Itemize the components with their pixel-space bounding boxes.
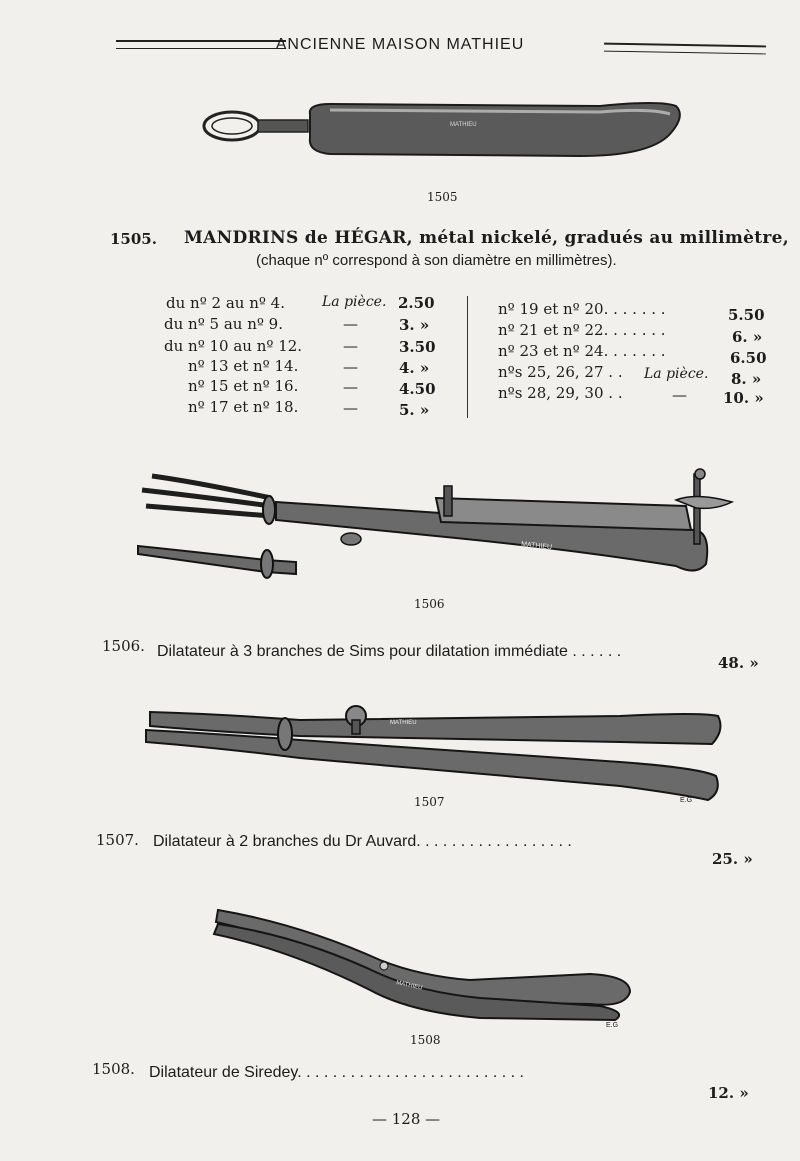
item-price-1506: 48. » xyxy=(718,654,759,672)
table-left-unit: — xyxy=(343,358,358,376)
table-right-price: 6.50 xyxy=(730,349,767,367)
figure-caption-1507: 1507 xyxy=(414,795,445,809)
siredey-dilator-illustration xyxy=(210,904,640,1024)
table-right-price: 10. » xyxy=(723,389,764,407)
table-right-range: nº 19 et nº 20. . . . . . . xyxy=(498,300,666,318)
table-left-range: du nº 5 au nº 9. xyxy=(164,315,283,333)
figure-caption-1505: 1505 xyxy=(427,190,458,204)
table-right-range: nºs 25, 26, 27 . . xyxy=(498,363,623,381)
table-right-range: nº 21 et nº 22. . . . . . . xyxy=(498,321,666,339)
hegar-dilator-illustration xyxy=(200,94,690,164)
item-description-1508: Dilatateur de Siredey. . . . . . . . . . . . . . . . . . . . . . . . . . xyxy=(149,1064,524,1081)
table-left-price: 4.50 xyxy=(399,380,436,398)
table-left-range: du nº 10 au nº 12. xyxy=(164,337,303,355)
engraving-mathieu-1507: MATHIEU xyxy=(390,720,417,726)
table-left-range: du nº 2 au nº 4. xyxy=(166,294,285,312)
table-right-unit: La pièce. xyxy=(644,366,709,382)
table-left-range: nº 17 et nº 18. xyxy=(188,398,299,416)
table-left-range: nº 15 et nº 16. xyxy=(188,377,299,395)
figure-caption-1506: 1506 xyxy=(414,597,445,611)
table-right-range: nº 23 et nº 24. . . . . . . xyxy=(498,342,666,360)
engraver-mark-1507: E.G xyxy=(680,797,693,804)
page-header-title: ANCIENNE MAISON MATHIEU xyxy=(275,36,525,53)
table-right-price: 5.50 xyxy=(728,306,765,324)
table-right-range: nºs 28, 29, 30 . . xyxy=(498,384,623,402)
table-left-range: nº 13 et nº 14. xyxy=(188,357,299,375)
item-subtitle-1505: (chaque nº correspond à son diamètre en millimètres). xyxy=(256,252,617,269)
item-number-1508: 1508. xyxy=(92,1060,135,1078)
item-number-1506: 1506. xyxy=(102,637,145,655)
table-left-unit: — xyxy=(343,378,358,396)
item-number-1505: 1505. xyxy=(110,230,157,248)
table-left-price: 3. » xyxy=(399,316,430,334)
table-divider xyxy=(467,296,468,418)
page-number: — 128 — xyxy=(372,1110,441,1128)
engraving-mathieu-1506: MATHIEU xyxy=(520,541,553,552)
engraving-mathieu-1505: MATHIEU xyxy=(450,122,477,128)
table-left-unit: — xyxy=(343,399,358,417)
table-left-price: 2.50 xyxy=(398,294,435,312)
table-left-price: 5. » xyxy=(399,401,430,419)
table-left-unit: — xyxy=(343,315,358,333)
item-description-1506: Dilatateur à 3 branches de Sims pour dilatation immédiate . . . . . . xyxy=(157,643,622,660)
table-left-unit: — xyxy=(343,337,358,355)
table-left-price: 4. » xyxy=(399,359,430,377)
table-right-price: 6. » xyxy=(732,328,763,346)
item-price-1507: 25. » xyxy=(712,850,753,868)
table-right-price: 8. » xyxy=(731,370,762,388)
table-left-price: 3.50 xyxy=(399,338,436,356)
table-left-unit: La pièce. xyxy=(322,294,387,310)
engraving-mathieu-1508: MATHIEU xyxy=(395,980,423,992)
sims-dilator-illustration xyxy=(136,464,736,584)
item-description-1507: Dilatateur à 2 branches du Dr Auvard. . . . . . . . . . . . . . . . . . xyxy=(153,833,572,850)
item-number-1507: 1507. xyxy=(96,831,139,849)
item-price-1508: 12. » xyxy=(708,1084,749,1102)
figure-caption-1508: 1508 xyxy=(410,1033,441,1047)
item-title-1505: MANDRINS de HÉGAR, métal nickelé, gradués au millimètre, xyxy=(184,228,790,248)
engraver-mark-1508: E.G xyxy=(606,1022,619,1029)
table-right-unit: — xyxy=(672,386,687,404)
